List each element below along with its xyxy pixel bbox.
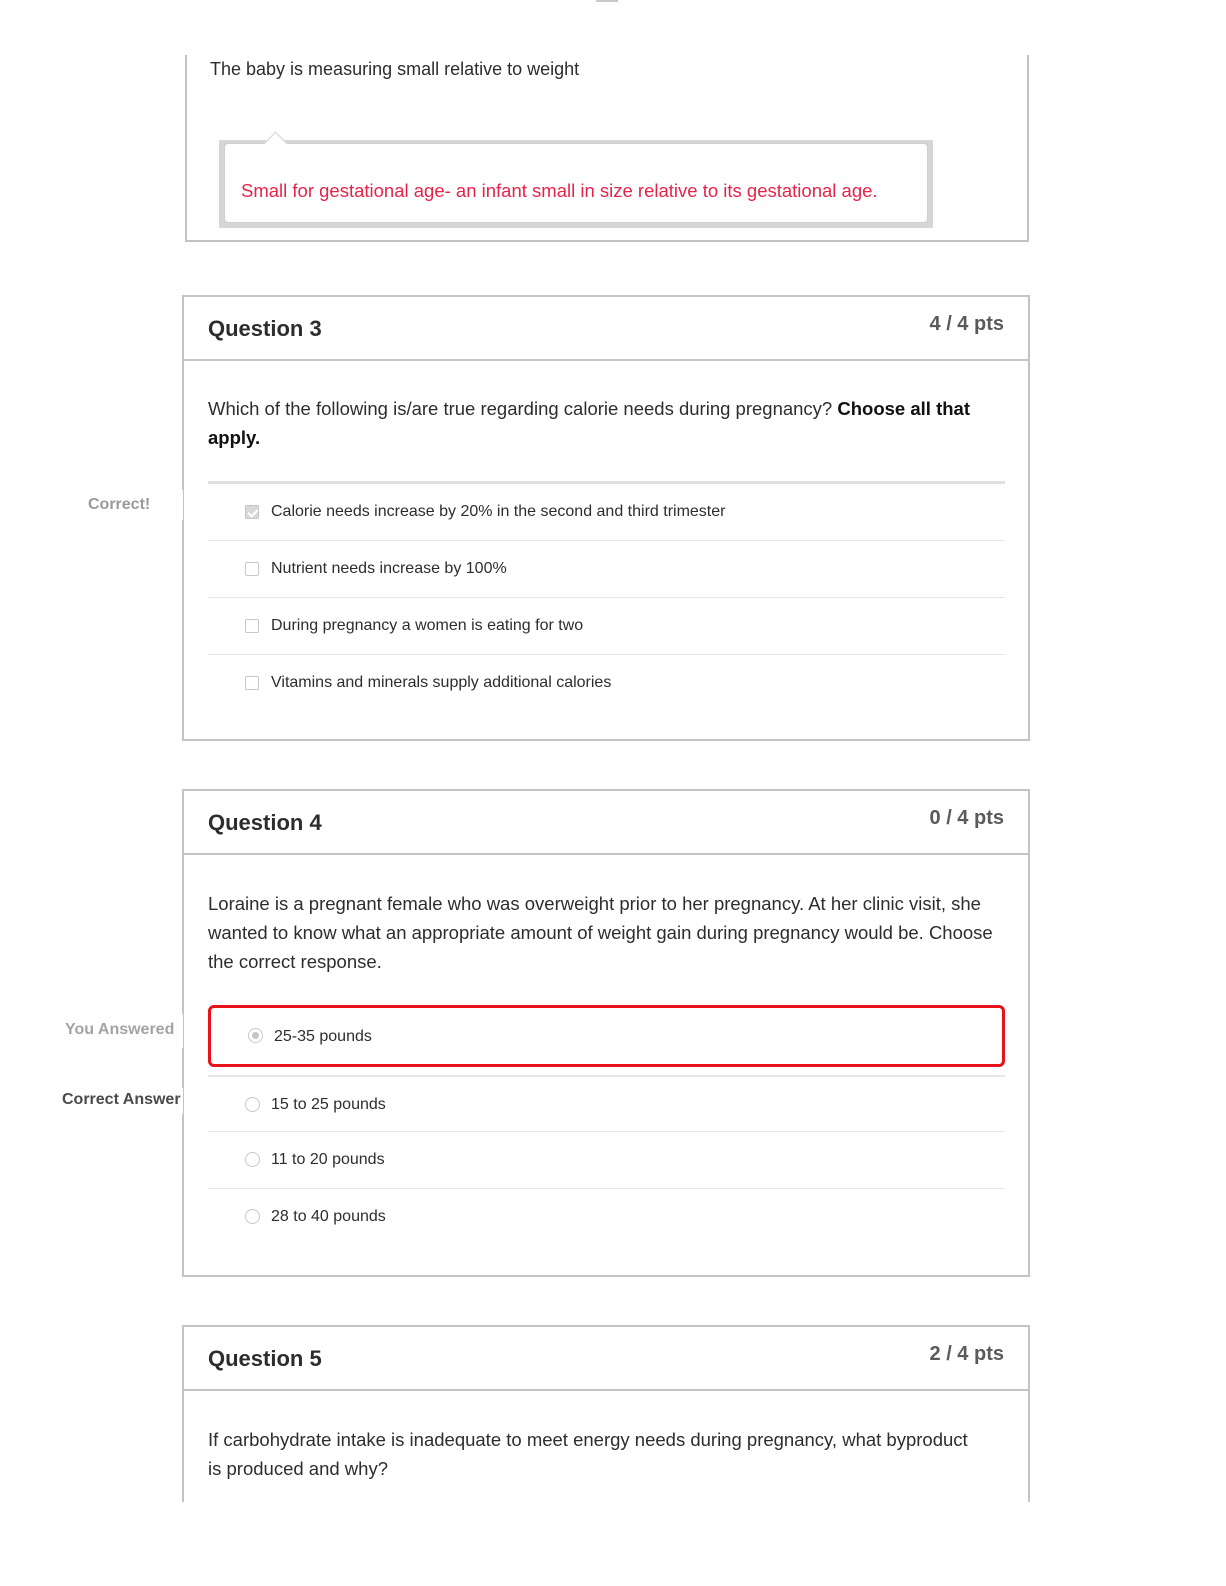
question-3-header [184, 297, 1028, 361]
question-points: 0 / 4 pts [929, 807, 1004, 829]
question-text: If carbohydrate intake is inadequate to meet energy needs during pregnancy, what byproduct is produced and why? [208, 1429, 968, 1479]
feedback-bubble [224, 143, 928, 223]
feedback-pointer [263, 131, 287, 155]
radio-icon[interactable] [245, 1097, 260, 1112]
answer-option-correct[interactable] [208, 1075, 1005, 1132]
question-points: 2 / 4 pts [929, 1343, 1004, 1365]
answer-list [208, 481, 1005, 712]
previous-answer-text: The baby is measuring small relative to weight [210, 59, 580, 79]
radio-selected-icon[interactable] [248, 1028, 263, 1043]
checkbox-icon[interactable] [245, 562, 259, 576]
answer-label: 15 to 25 pounds [271, 1096, 386, 1113]
question-title: Question 5 [208, 1346, 322, 1371]
answer-label: Vitamins and minerals supply additional calories [271, 674, 612, 691]
question-text-body: Which of the following is/are true regarding calorie needs during pregnancy? [208, 398, 833, 419]
answer-label: During pregnancy a women is eating for two [271, 617, 584, 634]
radio-icon[interactable] [245, 1209, 260, 1224]
page-top-mark [596, 0, 618, 2]
answer-option[interactable] [208, 1189, 1005, 1246]
checkbox-icon[interactable] [245, 619, 259, 633]
question-text [208, 394, 998, 452]
answer-label: Calorie needs increase by 20% in the second and third trimester [271, 503, 726, 520]
answer-label: 25-35 pounds [274, 1028, 372, 1045]
question-5-card [182, 1325, 1030, 1502]
radio-icon[interactable] [245, 1152, 260, 1167]
correct-answer-label: Correct Answer [62, 1091, 181, 1108]
you-answered-label: You Answered [65, 1021, 175, 1038]
question-4-header [184, 791, 1028, 855]
correct-label: Correct! [88, 496, 151, 513]
answer-list [208, 1005, 1005, 1246]
answer-label: 11 to 20 pounds [271, 1151, 385, 1168]
question-text: Loraine is a pregnant female who was overweight prior to her pregnancy. At her clinic visit, she wanted to know what an appropriate amount of weight gain during pregnancy would be. Choose the correct response. [208, 893, 993, 972]
answer-option[interactable] [208, 655, 1005, 712]
question-4-card [182, 789, 1030, 1277]
answer-label: Nutrient needs increase by 100% [271, 560, 507, 577]
question-points: 4 / 4 pts [929, 313, 1004, 335]
answer-feedback [219, 140, 933, 228]
question-title: Question 3 [208, 316, 322, 341]
answer-option[interactable] [208, 541, 1005, 598]
answer-option[interactable] [208, 484, 1005, 541]
feedback-text: Small for gestational age- an infant small in size relative to its gestational age. [241, 180, 878, 201]
answer-option[interactable] [208, 598, 1005, 655]
answer-option-you-answered[interactable] [208, 1005, 1005, 1067]
question-3-card [182, 295, 1030, 741]
side-gap [182, 490, 183, 520]
answer-label: 28 to 40 pounds [271, 1208, 386, 1225]
question-text-emphasis: Choose all that apply. [208, 398, 970, 448]
question-5-header [184, 1327, 1028, 1391]
side-connector [182, 1048, 183, 1088]
checkbox-checked-icon[interactable] [245, 505, 259, 519]
previous-question-fragment [185, 55, 1029, 242]
answer-option[interactable] [208, 1132, 1005, 1189]
checkbox-icon[interactable] [245, 676, 259, 690]
question-title: Question 4 [208, 810, 322, 835]
